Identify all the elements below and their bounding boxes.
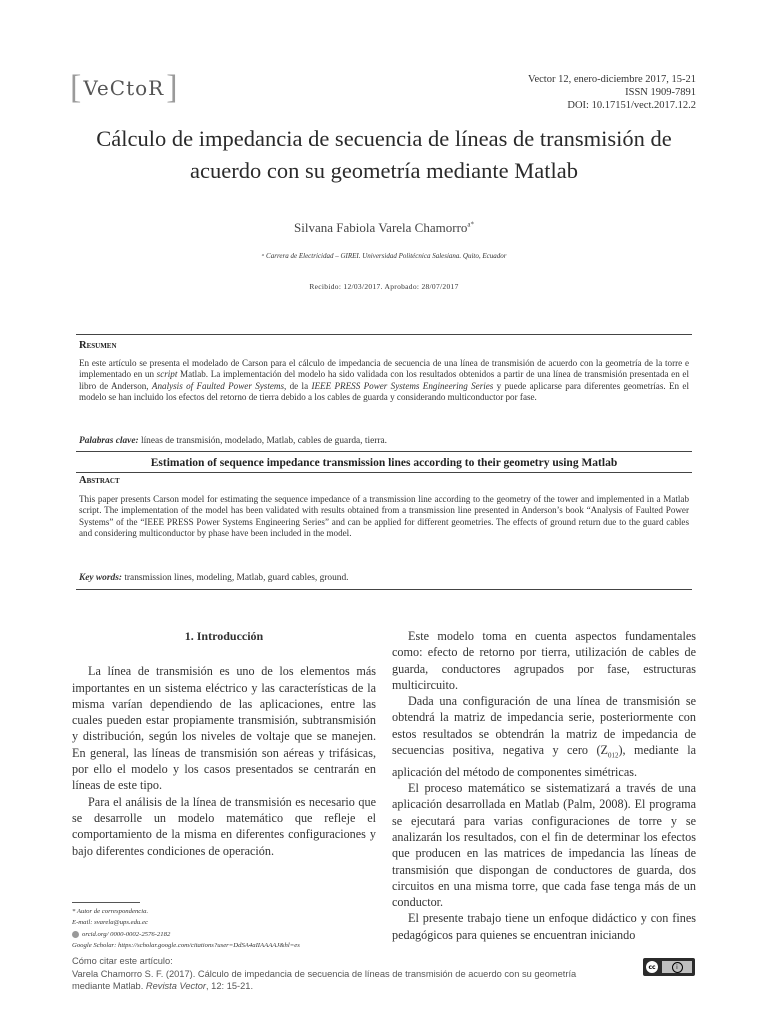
key-words-text: transmission lines, modeling, Matlab, guard cables, ground. (121, 573, 349, 583)
paragraph: El presente trabajo tiene un enfoque didáctico y con fines pedagógicos para quienes se encuentran iniciando (392, 911, 696, 942)
paragraph: El proceso matemático se sistematizará a través de una aplicación desarrollada en Matlab (Palm, 2008). El programa se ejecutará para varias configuraciones de torre y se analizarán los resultados, con el fin de determinar los efectos que producen en las matrices de impedancia las líneas de transmisión que dispongan de conductores de guarda, dos circuitos en una misma torre, que cada fase tenga más de un conductor. (392, 781, 696, 910)
section-heading: 1. Introducción (184, 629, 264, 643)
divider (76, 472, 692, 473)
abstract-heading: Abstract (79, 475, 120, 486)
right-column (392, 628, 696, 943)
affiliation: ᵃ Carrera de Electricidad – GIREI. Universidad Politécnica Salesiana. Quito, Ecuador (261, 252, 507, 260)
citation-journal: Revista Vector (145, 981, 207, 991)
by-box (662, 961, 692, 973)
subscript: 012 (607, 751, 619, 760)
key-words (79, 573, 689, 583)
paragraph-text: Dada una configuración de una línea de transmisión se obtendrá la matriz de impedancia serie, posteriormente con estos resultados se obtendrán la matriz de impedancia de secuencias positiva, negativa y cero (Z (392, 694, 696, 758)
issn: ISSN 1909-7891 (625, 87, 696, 98)
resumen-script-word: script (156, 369, 178, 380)
citation-block (72, 955, 632, 993)
footnote-email[interactable]: E-mail: svarela@ups.edu.ec (72, 919, 148, 927)
key-words-label: Key words: (79, 573, 122, 583)
orcid-text: orcid.org/ 0000-0002-2576-2182 (82, 930, 171, 938)
citation-text: , 12: 15-21. (206, 981, 254, 991)
received-approved-dates: Recibido: 12/03/2017. Aprobado: 28/07/2017 (309, 282, 459, 291)
logo-bracket-right: ] (166, 69, 178, 106)
paragraph (392, 693, 696, 780)
doi[interactable]: DOI: 10.17151/vect.2017.12.2 (567, 100, 696, 111)
cc-icon: cc (646, 961, 658, 973)
citation-text: mediante Matlab. (72, 981, 146, 991)
resumen-text: , de la (284, 380, 312, 391)
resumen-series-title: IEEE PRESS Power Systems Engineering Series (311, 380, 494, 391)
orcid-icon (72, 931, 79, 938)
resumen-body (79, 358, 689, 403)
citation-label: Cómo citar este artículo: (72, 956, 173, 966)
paper-title: Cálculo de impedancia de secuencia de líneas de transmisión de acuerdo con su geometría mediante Matlab (96, 126, 672, 183)
paragraph: La línea de transmisión es uno de los elementos más importantes en un sistema eléctrico y las características de la misma varían dependiendo de las aplicaciones, entre las cuales pueden estar propiamente transmisión, subtransmisión y distribución, según los niveles de voltaje que se manejen. En general, las líneas de transmisión son aéreas y trifásicas, por ello el modelo y los casos presentados se centrarán en líneas de este tipo. (72, 664, 376, 793)
journal-meta (528, 73, 696, 112)
attribution-icon: i (672, 962, 683, 973)
footnote (72, 906, 392, 951)
cc-by-license-icon[interactable] (643, 958, 695, 976)
resumen-heading: Resumen (79, 340, 117, 351)
journal-issue-line: Vector 12, enero-diciembre 2017, 15-21 (528, 74, 696, 85)
palabras-clave (79, 436, 689, 446)
logo-bracket-left: [ (70, 69, 82, 106)
left-column (72, 628, 376, 859)
paragraph: Para el análisis de la línea de transmisión es necesario que se desarrolle un modelo matemático que refleje el comportamiento de la misma en diferentes configuraciones y bajo diferentes condiciones de operación. (72, 794, 376, 858)
author (0, 220, 768, 236)
resumen-book-title: Analysis of Faulted Power Systems (151, 380, 284, 391)
divider (76, 334, 692, 335)
resumen-text: Matlab. La implementación del modelo ha sido validada con los resultados obtenidos a partir de una línea de transmisión presentada en el libro de Anderson, (79, 369, 689, 391)
resumen-text: y puede aplicarse para diferentes geometrías. En el modelo se han incluido los efectos del retorno de tierra debido a los cables de guarda y considerando multiconductor por fase. (79, 380, 689, 402)
footnote-scholar[interactable]: Google Scholar: https://scholar.google.com/citations?user=DdSA4aIIAAAAJ&hl=es (72, 941, 300, 949)
palabras-clave-label: Palabras clave: (79, 436, 139, 446)
logo-text: VeCtoR (83, 76, 165, 100)
resumen-text: En este artículo se presenta el modelado de Carson para el cálculo de impedancia de secuencia de una línea de transmisión de acuerdo con la geometría de la torre e implementado en un (79, 358, 689, 380)
author-name: Silvana Fabiola Varela Chamorro (293, 220, 468, 235)
palabras-clave-text: líneas de transmisión, modelado, Matlab, cables de guarda, tierra. (138, 436, 387, 446)
journal-logo (70, 70, 178, 106)
abstract-body: This paper presents Carson model for estimating the sequence impedance of a transmission line according to the geometry of the tower and implemented in a Matlab script. The implementation of the model has been validated with results obtained from a transmission line presented in Anderson’s book “Analysis of Faulted Power Systems” of the “IEEE PRESS Power Systems Engineering Series” and can be applied for different geometries. The effects of ground return due to the guard cables and considering multiconductor by phase have been included in the model. (79, 494, 689, 538)
author-sup: a* (467, 220, 475, 229)
footnote-corresponding: * Autor de correspondencia. (72, 908, 149, 915)
footnote-orcid[interactable] (72, 929, 392, 940)
divider (76, 589, 692, 590)
citation-line: Varela Chamorro S. F. (2017). Cálculo de impedancia de secuencia de líneas de transmisión de acuerdo con su geometría (72, 968, 577, 979)
citation-line (72, 980, 632, 993)
paragraph: Este modelo toma en cuenta aspectos fundamentales como: efecto de retorno por tierra, utilización de cables de guarda, conductores agrupados por fase, estructuras multicircuito. (392, 629, 696, 692)
english-title: Estimation of sequence impedance transmission lines according to their geometry using Matlab (150, 457, 618, 469)
divider (76, 451, 692, 452)
paragraph-text: ), mediante la aplicación del método de componentes simétricas. (392, 743, 696, 779)
footnote-divider (72, 902, 140, 903)
